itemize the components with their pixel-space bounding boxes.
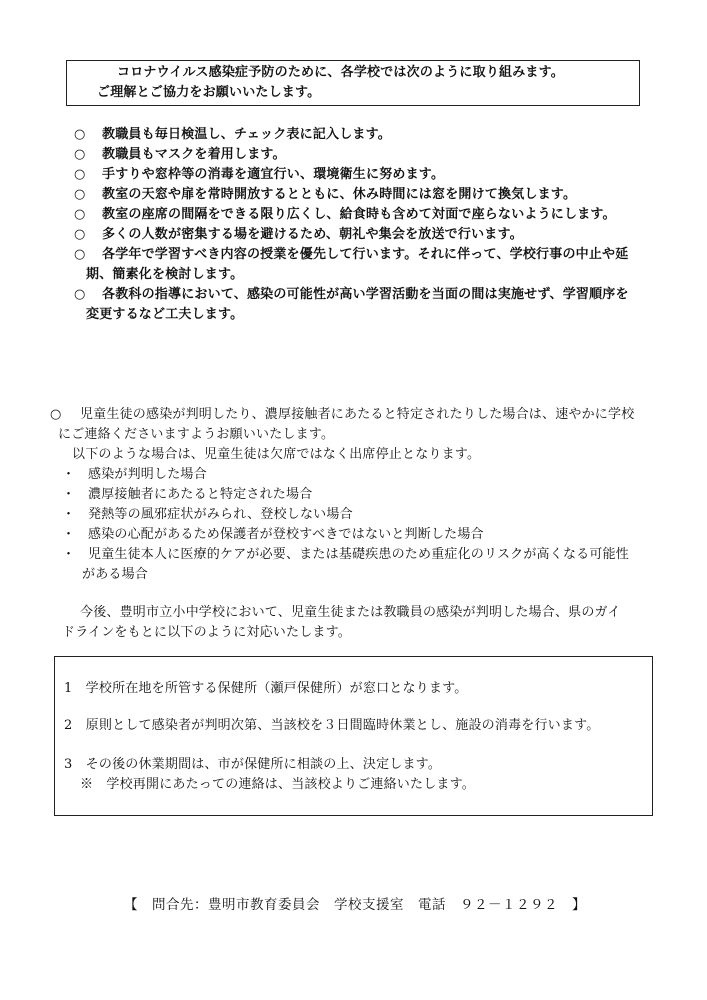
circle-icon: ○ — [74, 247, 86, 262]
bullet-icon: ・ — [62, 487, 76, 502]
bullet-icon: ・ — [62, 527, 76, 542]
circle-icon: ○ — [74, 127, 86, 142]
list-item-text: 教職員も毎日検温し、チェック表に記入します。 — [102, 127, 391, 142]
attendance-paragraph-1: ○ 児童生徒の感染が判明したり、濃厚接触者にあたると特定されたりした場合は、速やかに学校 — [50, 407, 635, 422]
attendance-paragraph-1-cont: にご連絡くださいますようお願いいたします。 — [58, 427, 335, 442]
circle-icon: ○ — [50, 407, 62, 422]
intro-line-2: ご理解とご協力をお願いいたします。 — [97, 85, 321, 100]
bullet-icon: ・ — [62, 507, 76, 522]
list-item-continuation: 変更するなど工夫します。 — [86, 307, 244, 322]
contact-info: 【 問合先：豊明市教育委員会 学校支援室 電話 ９２－１２９２ 】 — [124, 897, 586, 913]
list-item-text: 多くの人数が密集する場を避けるため、朝礼や集会を放送で行います。 — [102, 227, 523, 242]
list-item-text: 教室の天窓や扉を常時開放するとともに、休み時間には窓を開けて換気します。 — [102, 187, 577, 202]
list-item — [74, 126, 391, 143]
case-item: ・ 感染の心配があるため保護者が登校すべきではないと判断した場合 — [62, 527, 484, 542]
procedure-step-3: 3 その後の休業期間は、市が保健所に相談の上、決定します。 — [64, 757, 442, 772]
case-item: ・ 濃厚接触者にあたると特定された場合 — [62, 487, 313, 502]
policy-line-1: 今後、豊明市立小中学校において、児童生徒または教職員の感染が判明した場合、県のガイ — [80, 605, 621, 620]
bullet-icon: ・ — [62, 547, 76, 562]
bullet-icon: ・ — [62, 467, 76, 482]
circle-icon: ○ — [74, 187, 86, 202]
list-item-continuation: 期、簡素化を検討します。 — [86, 267, 244, 282]
case-item-continuation: がある場合 — [82, 567, 149, 582]
list-item — [74, 286, 629, 303]
list-item — [74, 146, 286, 163]
list-item-text: 教室の座席の間隔をできる限り広くし、給食時も含めて対面で座らないようにします。 — [102, 207, 616, 222]
list-item — [74, 226, 523, 243]
policy-line-2: ドラインをもとに以下のように対応いたします。 — [62, 625, 351, 640]
attendance-paragraph-2: 以下のような場合は、児童生徒は欠席ではなく出席停止となります。 — [72, 447, 481, 462]
procedure-note: ※ 学校再開にあたっての連絡は、当該校よりご連絡いたします。 — [80, 777, 475, 792]
procedure-step-2: 2 原則として感染者が判明次第、当該校を３日間臨時休業とし、施設の消毒を行います。 — [64, 718, 600, 733]
procedure-step-1: 1 学校所在地を所管する保健所（瀬戸保健所）が窓口となります。 — [64, 681, 468, 696]
case-item: ・ 発熱等の風邪症状がみられ、登校しない場合 — [62, 507, 353, 522]
list-item-text: 各学年で学習すべき内容の授業を優先して行います。それに伴って、学校行事の中止や延 — [102, 247, 629, 262]
circle-icon: ○ — [74, 147, 86, 162]
case-item: ・ 感染が判明した場合 — [62, 467, 207, 482]
circle-icon: ○ — [74, 167, 86, 182]
case-item: ・ 児童生徒本人に医療的ケアが必要、または基礎疾患のため重症化のリスクが高くなる可能性 — [62, 547, 629, 562]
circle-icon: ○ — [74, 287, 86, 302]
list-item-text: 教職員もマスクを着用します。 — [102, 147, 286, 162]
list-item-text: 手すりや窓枠等の消毒を適宜行い、環境衛生に努めます。 — [102, 167, 445, 182]
list-item — [74, 246, 628, 263]
intro-line-1: コロナウイルス感染症予防のために、各学校では次のように取り組みます。 — [117, 65, 564, 80]
list-item — [74, 206, 616, 223]
list-item — [74, 166, 444, 183]
circle-icon: ○ — [74, 207, 86, 222]
list-item-text: 各教科の指導において、感染の可能性が高い学習活動を当面の間は実施せず、学習順序を — [102, 287, 629, 302]
list-item — [74, 186, 576, 203]
circle-icon: ○ — [74, 227, 86, 242]
